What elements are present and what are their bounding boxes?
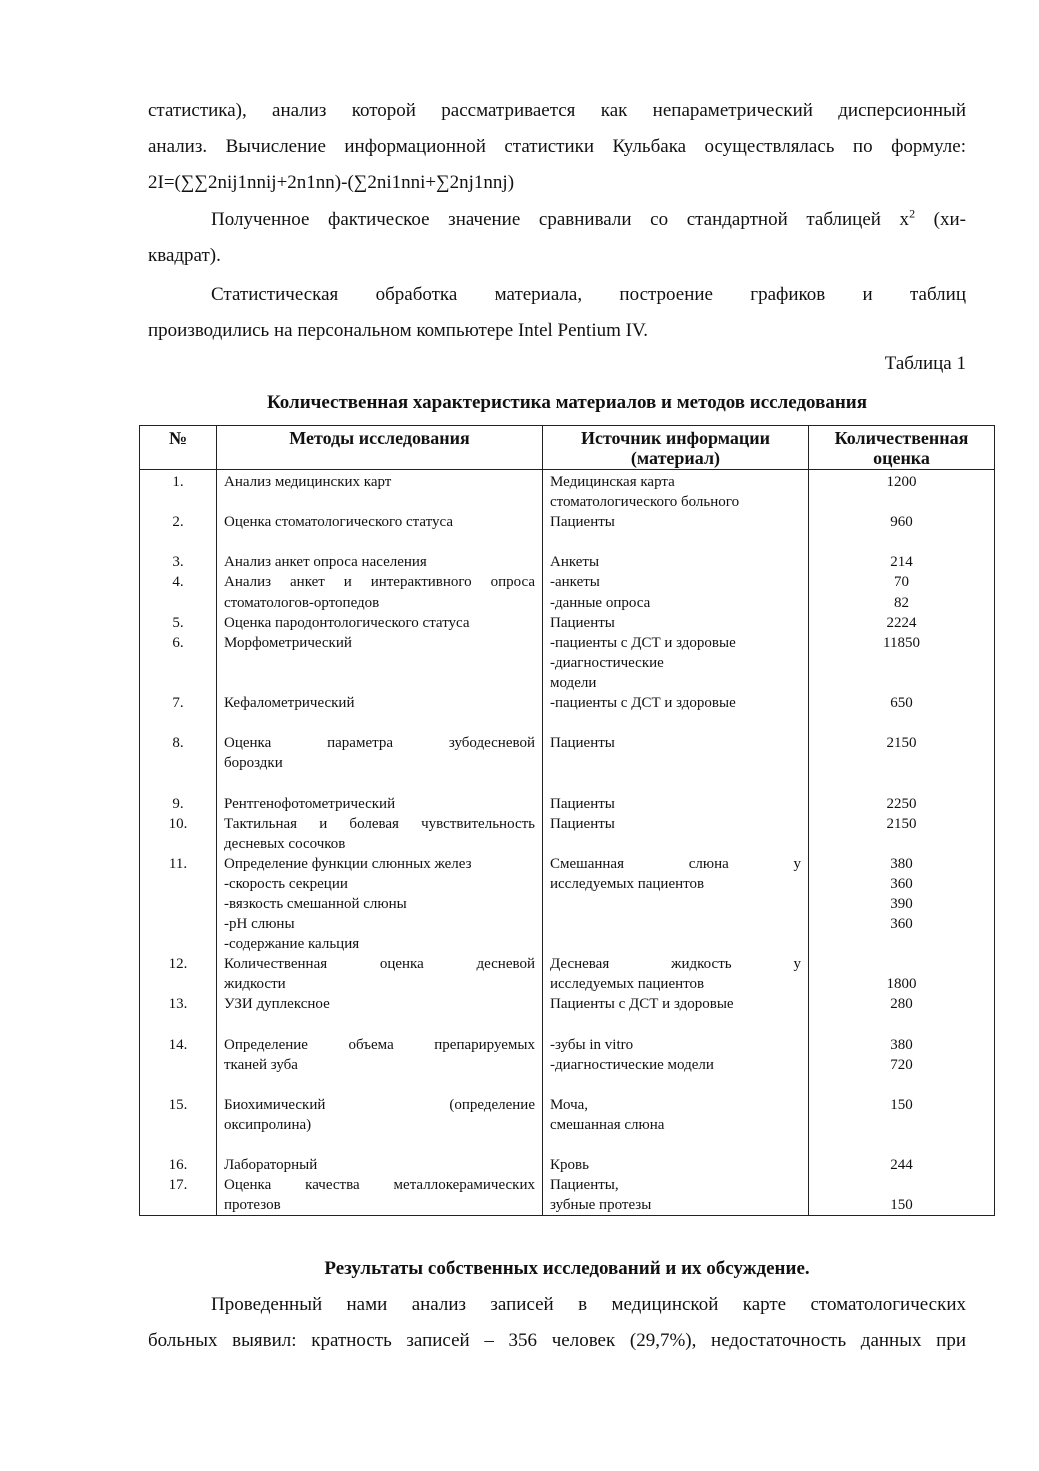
score-line: 150 [890,1096,913,1113]
score-line: 70 [894,574,909,591]
score-cell [809,1175,995,1216]
score-line: 82 [894,594,909,611]
method-line: УЗИ дуплексное [224,996,330,1013]
source-line: Десневая жидкость у [550,956,801,973]
row-number [140,954,217,994]
score-line: 1200 [886,474,917,490]
num-line: 17. [168,1177,188,1194]
row-number [140,794,217,814]
score-line: 214 [890,554,913,571]
spacer-cell [809,1135,995,1155]
num-line: 10. [168,815,188,832]
superscript-two: 2 [909,206,916,221]
intro-line-1: статистика), анализ которой рассматривается как непараметрический дисперсионный [148,100,966,121]
method-line: -рН слюны [224,916,295,933]
table-row [140,854,995,954]
source-cell [543,470,809,513]
row-number [140,1095,217,1135]
table-title: Количественная характеристика материалов и методов исследования [266,392,868,413]
score-cell [809,1035,995,1075]
source-line: -анкеты [550,574,600,591]
spacer-cell [217,713,543,733]
source-cell [543,733,809,773]
method-line: оксипролина) [224,1117,312,1133]
table-row [140,1155,995,1175]
source-cell [543,954,809,994]
source-line: -пациенты с ДСТ и здоровые [550,634,736,651]
score-line: 380 [890,1036,913,1053]
table-caption: Таблица 1 [884,353,966,374]
score-line [816,954,987,974]
source-line: Пациенты [550,815,615,832]
method-line: стоматологов-ортопедов [224,594,380,611]
source-line: -диагностические [550,654,664,671]
score-line [816,1175,987,1195]
method-cell [217,994,543,1014]
source-cell [543,994,809,1014]
method-line: тканей зуба [224,1056,298,1073]
row-number [140,470,217,513]
method-cell [217,733,543,773]
source-cell [543,854,809,954]
table-spacer-row [140,713,995,733]
row-number [140,854,217,954]
score-cell [809,693,995,713]
source-cell [543,1175,809,1216]
num-line: 6. [172,634,184,651]
method-line: Анализ анкет и интерактивного опроса [224,574,535,591]
source-line: -диагностические модели [550,1056,714,1073]
num-line: 13. [168,996,188,1013]
score-line: 244 [890,1157,913,1174]
score-line: 360 [890,875,913,892]
source-cell [543,552,809,572]
method-cell [217,693,543,713]
source-line: Смешанная слюна у [550,855,801,872]
source-line: Пациенты с ДСТ и здоровые [550,996,734,1013]
method-cell [217,470,543,513]
num-line: 14. [168,1036,188,1053]
spacer-cell [543,1135,809,1155]
spacer-cell [140,532,217,552]
chi-square-text: Полученное фактическое значение сравнивали со стандартной таблицей х [211,209,910,230]
method-line: десневых сосочков [224,835,346,852]
source-cell [543,572,809,612]
score-line: 2150 [886,815,917,832]
score-line: 2150 [886,735,917,752]
method-line: Морфометрический [224,634,352,651]
method-cell [217,794,543,814]
table-row [140,693,995,713]
table-row [140,814,995,854]
spacer-cell [543,1075,809,1095]
row-number [140,814,217,854]
source-line: модели [550,674,597,691]
paragraph-chi-square-line-2: квадрат). [148,245,221,266]
score-line: 1800 [886,976,917,993]
num-line: 8. [172,735,184,752]
table-row [140,552,995,572]
method-cell [217,1035,543,1075]
num-line: 3. [172,554,184,571]
method-line: Оценка качества металлокерамических [224,1177,535,1194]
row-number [140,512,217,532]
row-number [140,994,217,1014]
method-line: Оценка стоматологического статуса [224,514,454,531]
source-cell [543,1095,809,1135]
spacer-cell [809,773,995,793]
num-line: 5. [172,614,184,631]
method-line: -содержание кальция [224,936,360,953]
source-cell [543,1035,809,1075]
source-line: стоматологического больного [550,494,740,511]
score-cell [809,1095,995,1135]
table-row [140,1095,995,1135]
paragraph-stats-line-2: производились на персональном компьютере Intel Pentium IV. [148,320,648,341]
method-line: Количественная оценка десневой [224,956,535,973]
score-line: 720 [890,1056,913,1073]
table-row [140,733,995,773]
results-line-2: больных выявил: кратность записей – 356 человек (29,7%), недостаточность данных при [148,1330,966,1351]
method-cell [217,1155,543,1175]
table-row [140,954,995,994]
table-row [140,470,995,513]
header-method: Методы исследования [217,426,543,470]
spacer-cell [140,1075,217,1095]
method-cell [217,512,543,532]
num-line: 4. [172,574,184,591]
score-cell [809,512,995,532]
score-line: 150 [890,1197,913,1214]
method-line: Анализ медицинских карт [224,474,392,490]
source-line: Медицинская карта [550,474,675,490]
method-cell [217,613,543,633]
chi-square-text-tail: (хи- [915,209,966,230]
source-line: смешанная слюна [550,1117,665,1133]
score-cell [809,994,995,1014]
results-line-1: Проведенный нами анализ записей в медицинской карте стоматологических [211,1294,966,1315]
method-cell [217,814,543,854]
num-line: 7. [172,695,184,712]
spacer-cell [543,1015,809,1035]
table-spacer-row [140,532,995,552]
header-score: Количественная оценка [809,426,995,470]
method-line: жидкости [224,976,286,993]
score-line: 960 [890,514,913,531]
source-cell [543,794,809,814]
table-spacer-row [140,1075,995,1095]
source-cell [543,512,809,532]
paragraph-chi-square-line-1 [148,202,966,238]
spacer-cell [809,532,995,552]
table-row [140,633,995,693]
score-line: 11850 [883,634,920,651]
score-cell [809,572,995,612]
source-line: -данные опроса [550,594,651,611]
method-line: -вязкость смешанной слюны [224,895,407,912]
score-cell [809,794,995,814]
score-cell [809,613,995,633]
source-line: Пациенты [550,735,615,752]
num-line: 1. [172,474,184,490]
num-line: 16. [168,1157,188,1174]
source-line: Анкеты [550,554,600,571]
score-cell [809,470,995,513]
row-number [140,633,217,693]
score-line: 2250 [886,795,917,812]
row-number [140,733,217,773]
spacer-cell [809,1075,995,1095]
method-line: бороздки [224,755,283,772]
method-line: Оценка пародонтологического статуса [224,614,470,631]
row-number [140,1155,217,1175]
source-cell [543,693,809,713]
table-row [140,1035,995,1075]
paragraph-stats-line-1: Статистическая обработка материала, построение графиков и таблиц [211,284,966,305]
method-cell [217,854,543,954]
method-line: Кефалометрический [224,695,355,712]
source-cell [543,613,809,633]
spacer-cell [140,1135,217,1155]
source-line: Пациенты [550,514,615,531]
row-number [140,693,217,713]
score-cell [809,1155,995,1175]
source-line: -пациенты с ДСТ и здоровые [550,695,736,712]
table-row [140,794,995,814]
method-line: Оценка параметра зубодесневой [224,735,535,752]
method-cell [217,1095,543,1135]
spacer-cell [217,773,543,793]
method-cell [217,954,543,994]
table-spacer-row [140,1015,995,1035]
spacer-cell [543,773,809,793]
method-cell [217,633,543,693]
source-line: -зубы in vitro [550,1036,634,1053]
score-line: 390 [890,895,913,912]
method-line: -скорость секреции [224,875,348,892]
num-line: 15. [168,1096,188,1113]
source-line: зубные протезы [550,1197,652,1214]
method-line: Анализ анкет опроса населения [224,554,427,571]
source-line: исследуемых пациентов [550,976,705,993]
row-number [140,1175,217,1216]
method-cell [217,572,543,612]
spacer-cell [217,1135,543,1155]
method-line: Определение объема препарируемых [224,1036,535,1053]
spacer-cell [140,713,217,733]
spacer-cell [217,1015,543,1035]
source-line: исследуемых пациентов [550,875,705,892]
table-header-row [140,426,995,470]
kullback-formula: 2I=(∑∑2nij1nnij+2n1nn)-(∑2ni1nni+∑2nj1nnj) [148,172,515,193]
intro-line-2: анализ. Вычисление информационной статистики Кульбака осуществлялась по формуле: [148,136,966,157]
table-row [140,512,995,532]
methods-table [139,425,995,1216]
header-number: № [140,426,217,470]
spacer-cell [217,532,543,552]
header-source: Источник информации (материал) [543,426,809,470]
source-line: Кровь [550,1157,589,1174]
row-number [140,572,217,612]
num-line: 9. [172,795,184,812]
source-line: Пациенты [550,795,615,812]
spacer-cell [543,713,809,733]
score-line: 650 [890,695,913,712]
method-cell [217,552,543,572]
method-line: Тактильная и болевая чувствительность [224,815,535,832]
spacer-cell [809,713,995,733]
source-line: Пациенты, [550,1177,619,1194]
spacer-cell [140,773,217,793]
score-line: 280 [890,996,913,1013]
source-line: Моча, [550,1096,589,1113]
table-row [140,1175,995,1216]
source-cell [543,814,809,854]
num-line: 12. [168,956,188,973]
row-number [140,552,217,572]
row-number [140,1035,217,1075]
spacer-cell [543,532,809,552]
score-cell [809,733,995,773]
method-line: Рентгенофотометрический [224,795,396,812]
table-body [140,470,995,1216]
method-cell [217,1175,543,1216]
spacer-cell [217,1075,543,1095]
results-heading: Результаты собственных исследований и их обсуждение. [324,1258,810,1279]
method-line: Определение функции слюнных желез [224,855,472,872]
source-line: Пациенты [550,614,615,631]
score-cell [809,854,995,954]
score-cell [809,552,995,572]
num-line: 2. [172,514,184,531]
table-row [140,613,995,633]
table-row [140,994,995,1014]
method-line: Лабораторный [224,1157,318,1174]
score-cell [809,633,995,693]
score-cell [809,954,995,994]
table-spacer-row [140,1135,995,1155]
method-line: Биохимический (определение [224,1096,535,1113]
table-spacer-row [140,773,995,793]
score-line: 2224 [886,614,917,631]
method-line: протезов [224,1197,281,1214]
score-cell [809,814,995,854]
num-line: 11. [168,855,188,872]
row-number [140,613,217,633]
table-row [140,572,995,612]
source-cell [543,1155,809,1175]
spacer-cell [809,1015,995,1035]
spacer-cell [140,1015,217,1035]
score-line: 380 [890,855,913,872]
score-line: 360 [890,916,913,933]
source-cell [543,633,809,693]
